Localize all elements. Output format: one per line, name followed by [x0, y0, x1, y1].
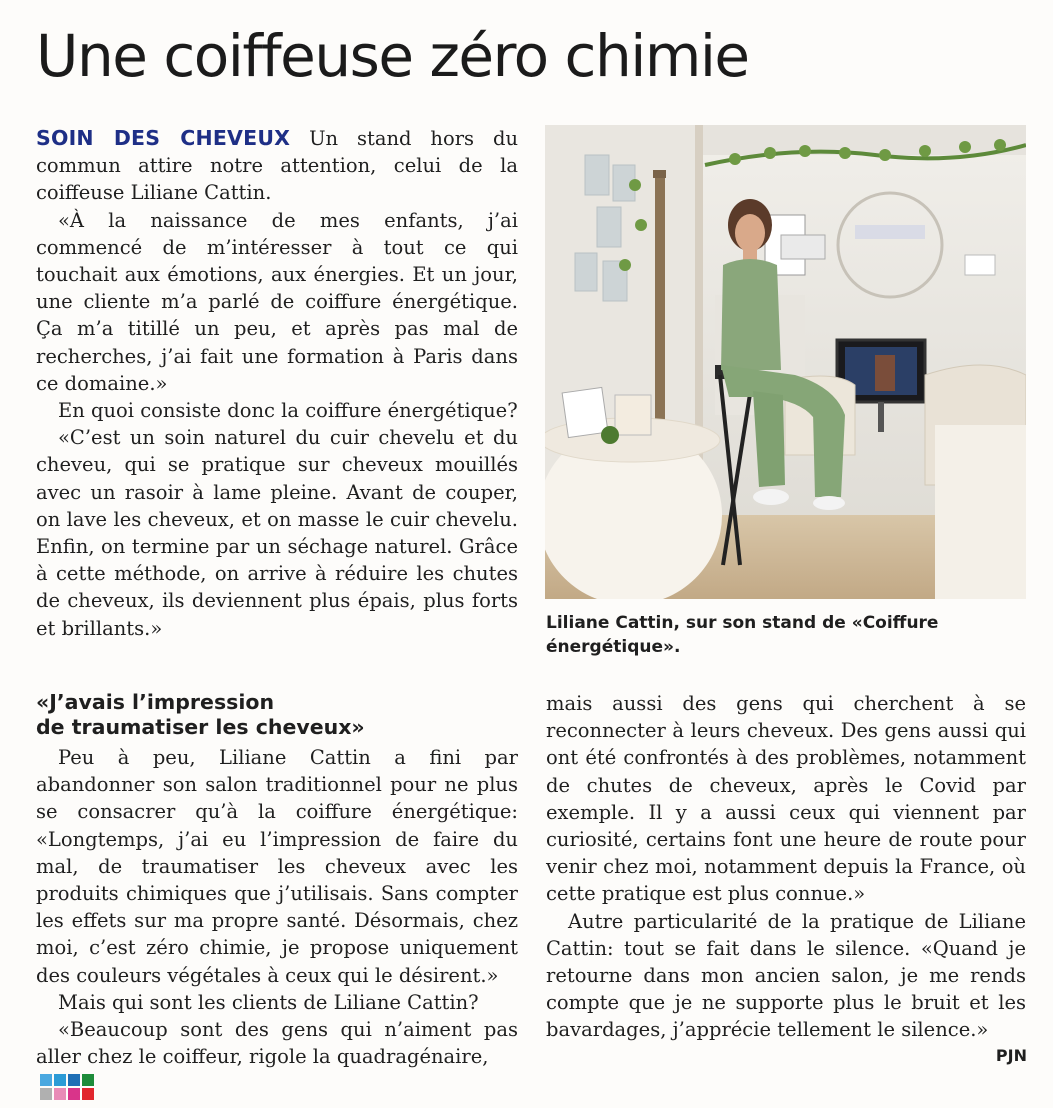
- paragraph: Autre particularité de la pratique de Liliane Cattin: tout se fait dans le silence. «Quand je retourne dans mon ancien salon, je me rends compte que je ne supporte plus le bruit et les bavardages, j’apprécie tellement le silence.»: [546, 909, 1026, 1042]
- article-column-top: [36, 125, 518, 642]
- color-swatch: [54, 1088, 66, 1100]
- color-swatch: [54, 1074, 66, 1086]
- paragraph: «À la naissance de mes enfants, j’ai commencé de m’intéresser à tout ce qui touchait aux émotions, aux énergies. Et un jour, une cliente m’a parlé de coiffure énergétique. Ça m’a titillé un peu, et après pas mal de recherches, j’ai fait une formation à Paris dans ce domaine.»: [36, 208, 518, 395]
- color-swatch: [40, 1074, 52, 1086]
- print-color-bar: [40, 1074, 94, 1100]
- paragraph: mais aussi des gens qui cherchent à se reconnecter à leurs cheveux. Des gens aussi qui ont été confrontés à des problèmes, notamment de chutes de cheveux, après le Covid par exemple. Il y a aussi ceux qui viennent par curiosité, certains font une heure de route pour venir chez moi, notamment depuis la France, où cette pratique est plus connue.»: [546, 692, 1026, 906]
- headline: Une coiffeuse zéro chimie: [36, 22, 749, 90]
- article-column-bottom-left: [36, 690, 518, 1070]
- author-signature: PJN: [995, 1046, 1027, 1065]
- subheading-line: de traumatiser les cheveux»: [36, 715, 365, 739]
- color-swatch: [40, 1088, 52, 1100]
- paragraph: «Beaucoup sont des gens qui n’aiment pas aller chez le coiffeur, rigole la quadragénaire,: [36, 1018, 518, 1069]
- color-swatch: [82, 1088, 94, 1100]
- kicker: SOIN DES CHEVEUX: [36, 126, 291, 150]
- paragraph: «C’est un soin naturel du cuir chevelu et du cheveu, qui se pratique sur cheveux mouillés avec un rasoir à lame pleine. Avant de couper, on lave les cheveux, et on masse le cuir chevelu. Enfin, on termine par un séchage naturel. Grâce à cette méthode, on arrive à réduire les chutes de cheveux, ils deviennent plus épais, plus forts et brillants.»: [36, 426, 518, 640]
- photo-caption: Liliane Cattin, sur son stand de «Coiffure énergétique».: [546, 613, 939, 657]
- question-paragraph: Mais qui sont les clients de Liliane Cattin?: [58, 990, 479, 1014]
- intro-text: Un stand hors du commun attire notre attention, celui de la coiffeuse Liliane Cattin.: [36, 127, 519, 205]
- subheading-line: «J’avais l’impression: [36, 690, 275, 714]
- color-swatch: [68, 1074, 80, 1086]
- paragraph: Peu à peu, Liliane Cattin a fini par abandonner son salon traditionnel pour ne plus se consacrer qu’à la coiffure énergétique: «Longtemps, j’ai eu l’impression de faire du mal, de traumatiser les cheveux avec les produits chimiques que j’utilisais. Sans compter les effets sur ma propre santé. Désormais, chez moi, c’est zéro chimie, je propose uniquement des couleurs végétales à ceux qui le désirent.»: [36, 746, 518, 987]
- question-paragraph: En quoi consiste donc la coiffure énergétique?: [58, 399, 518, 423]
- intro-paragraph: [36, 125, 518, 207]
- color-swatch: [82, 1074, 94, 1086]
- subheading: [36, 690, 518, 740]
- color-swatch: [68, 1088, 80, 1100]
- article-column-bottom-right: [546, 690, 1026, 1044]
- stand-photo: [545, 125, 1026, 599]
